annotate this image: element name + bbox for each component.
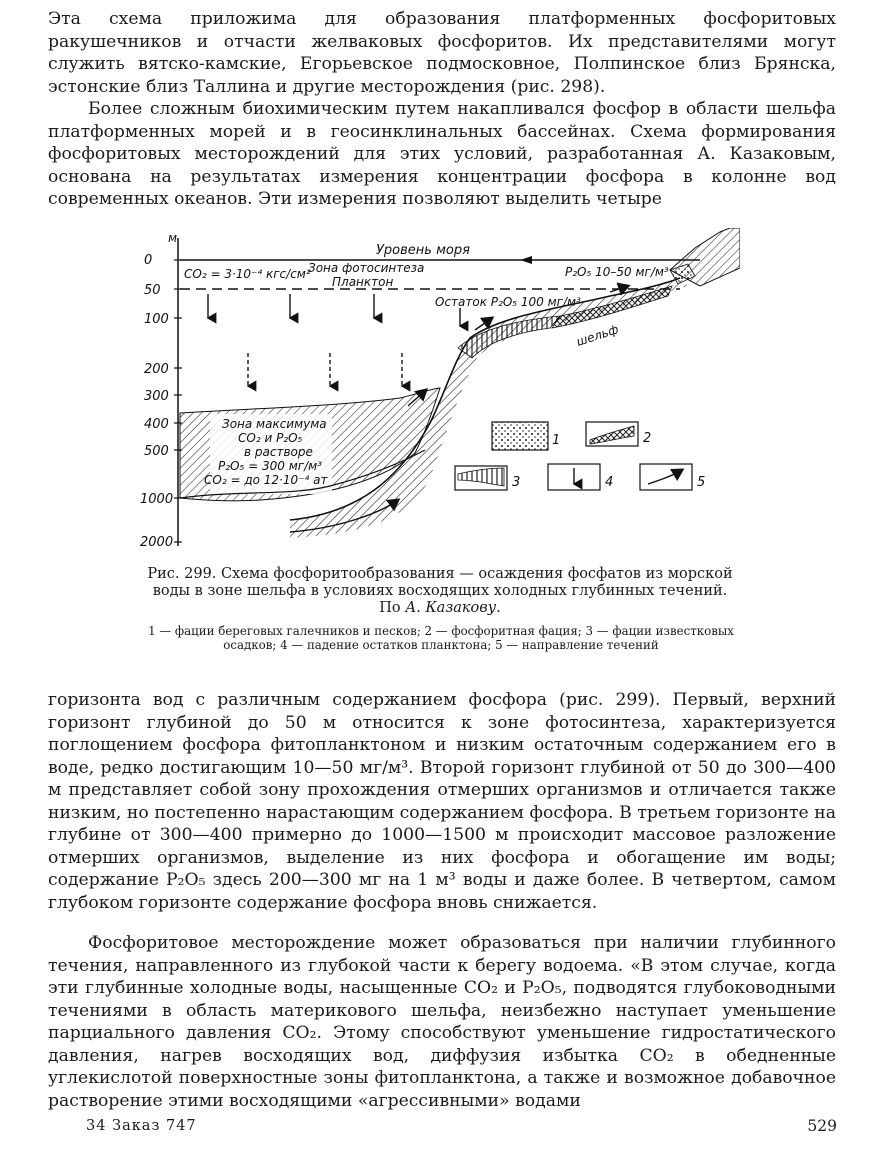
depth-tick-500: 500 bbox=[144, 444, 169, 459]
sea-level-label: Уровень моря bbox=[376, 243, 470, 258]
max-zone-co2-value: CO₂ = до 12·10⁻⁴ ат bbox=[204, 473, 328, 487]
legend-number-5: 5 bbox=[697, 475, 706, 490]
axis-unit-label: м bbox=[168, 231, 178, 245]
depth-tick-300: 300 bbox=[144, 389, 169, 404]
max-zone-co2-p2o5: CO₂ и P₂O₅ bbox=[238, 431, 303, 445]
depth-tick-400: 400 bbox=[144, 417, 169, 432]
paragraph-deposit-formation: Фосфоритовое месторождение может образоваться при наличии глубинного течения, направленного из глубокой части к берегу водоема. «В этом случае, когда эти глубинные холодные воды, насыщенные CO₂ и P₂O₅, подводятся глубоководными течениями в область материкового шельфа, неизбежно наступает уменьшение парциального давления CO₂. Этому способствуют уменьшение гидростатического давления, нагрев восходящих вод, диффузия избытка CO₂ в обедненные углекислотой поверхностные зоны фитопланктона, а также и возможное добавочное растворение этими восходящими «агрессивными» водами bbox=[48, 933, 836, 1111]
figure-299 bbox=[140, 228, 740, 560]
photosynthesis-zone-label: Зона фотосинтеза bbox=[308, 261, 425, 275]
page-number: 529 bbox=[807, 1117, 837, 1135]
paragraph-intro: Эта схема приложима для образования платформенных фосфоритовых ракушечников и отчасти желваковых фосфоритов. Их представителями могут служить вятско-камские, Егорьевское подмосковное, Полпинское близ Брянска, эстонские близ Таллина и другие месторождения (рис. 298). bbox=[48, 9, 836, 97]
max-zone-p2o5-value: P₂O₅ = 300 мг/м³ bbox=[218, 459, 322, 473]
residual-p2o5-label: Остаток P₂O₅ 100 мг/м³ bbox=[435, 295, 581, 309]
paragraph-water-horizons: горизонта вод с различным содержанием фосфора (рис. 299). Первый, верхний горизонт глубиной до 50 м относится к зоне фотосинтеза, характеризуется поглощением фосфора фитопланктоном и низким остаточным содержанием его в воде, редко достигающим 10—50 мг/м³. Второй горизонт глубиной от 50 до 300—400 м представляет собой зону прохождения отмерших организмов и отличается также низким, но постепенно нарастающим содержанием фосфора. В третьем горизонте на глубине от 300—400 примерно до 1000—1500 м происходит массовое разложение отмерших организмов, выделение из них фосфора и обогащение им воды; содержание P₂O₅ здесь 200—300 мг на 1 м³ воды и даже более. В четвертом, самом глубоком горизонте содержание фосфора вновь снижается. bbox=[48, 690, 836, 913]
depth-tick-50: 50 bbox=[144, 283, 161, 298]
legend-number-1: 1 bbox=[552, 433, 561, 448]
legend-number-3: 3 bbox=[512, 475, 521, 490]
paragraph-kazakov-scheme: Более сложным биохимическим путем накапливался фосфор в области шельфа платформенных морей и в геосинклинальных бассейнах. Схема формирования фосфоритовых месторождений для этих условий, разработанная А. Казаковым, основана на результатах измерения концентрации фосфора в колонне вод современных океанов. Эти измерения позволяют выделить четыре bbox=[48, 99, 836, 209]
max-zone-title: Зона максимума bbox=[222, 417, 327, 431]
figure-legend bbox=[455, 422, 705, 490]
depth-tick-100: 100 bbox=[144, 312, 169, 327]
depth-tick-2000: 2000 bbox=[140, 535, 174, 550]
shelf-label: шельф bbox=[574, 322, 621, 349]
caption-author: А. Казакову. bbox=[405, 600, 501, 616]
max-zone-in-solution: в растворе bbox=[244, 445, 313, 459]
caption-title: Рис. 299. Схема фосфоритообразования — осаждения фосфатов из морской воды в зоне шельфа в условиях восходящих холодных глубинных течений. По bbox=[147, 566, 733, 616]
figure-legend-text: 1 — фации береговых галечников и песков; 2 — фосфоритная фация; 3 — фации известковых осадков; 4 — падение остатков планктона; 5 — направление течений bbox=[148, 624, 734, 652]
printing-signature: 34 Заказ 747 bbox=[86, 1118, 197, 1134]
depth-tick-0: 0 bbox=[144, 253, 153, 268]
co2-surface-label: CO₂ = 3·10⁻⁴ кгс/см² bbox=[184, 267, 311, 281]
legend-swatch-1 bbox=[492, 422, 548, 450]
figure-caption bbox=[140, 566, 740, 617]
plankton-label: Планктон bbox=[332, 275, 394, 289]
depth-tick-200: 200 bbox=[144, 362, 169, 377]
p2o5-surface-label: P₂O₅ 10–50 мг/м³ bbox=[565, 265, 669, 279]
depth-tick-1000: 1000 bbox=[140, 492, 174, 507]
legend-number-2: 2 bbox=[643, 431, 652, 446]
legend-number-4: 4 bbox=[605, 475, 614, 490]
